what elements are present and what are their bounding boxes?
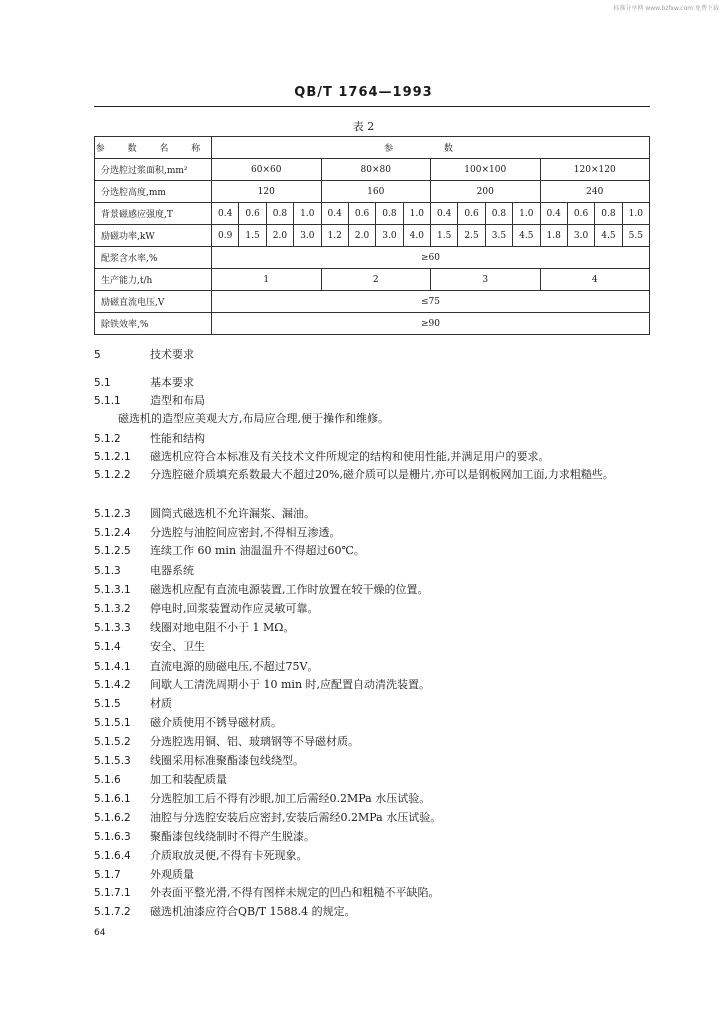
table-cell: 4.5 [513, 225, 540, 247]
table-cell: 3.5 [485, 225, 512, 247]
content-line [94, 903, 654, 921]
clause-text: 基本要求 [150, 376, 194, 389]
content-line [94, 562, 654, 580]
clause-number: 5.1.4 [94, 641, 121, 653]
content-line [94, 828, 654, 846]
clause-number: 5.1.4.2 [94, 679, 131, 691]
row-label: 励磁功率,kW [95, 225, 212, 247]
content-line [94, 374, 654, 392]
clause-number: 5.1.6.2 [94, 812, 131, 824]
clause-text: 线圈对地电阻不小于 1 MΩ。 [150, 621, 295, 634]
table-row [95, 247, 650, 269]
page-number: 64 [94, 928, 106, 938]
clause-text: 磁选机的造型应美观大方,布局应合理,便于操作和维修。 [118, 412, 389, 425]
clause-text: 分选腔选用铜、铝、玻璃钢等不导磁材质。 [150, 735, 359, 748]
table-row [95, 203, 650, 225]
content-line [94, 505, 654, 523]
clause-number: 5.1.2.4 [94, 527, 131, 539]
content-line [94, 676, 654, 694]
table-cell: 4 [540, 269, 650, 291]
row-label: 分选腔过浆面积,mm² [95, 159, 212, 181]
table-cell: 5.5 [622, 225, 649, 247]
clause-number: 5.1.6 [94, 774, 121, 786]
clause-text: 介质取放灵便,不得有卡死现象。 [150, 849, 308, 862]
content-line [94, 752, 654, 770]
header-rule [94, 106, 650, 107]
clause-number: 5.1 [94, 377, 111, 389]
clause-number: 5.1.2.5 [94, 545, 131, 557]
clause-text: 磁选机应符合本标准及有关技术文件所规定的结构和使用性能,并满足用户的要求。 [150, 450, 550, 463]
table-cell: 1.0 [294, 203, 321, 225]
table-cell: 160 [321, 181, 431, 203]
table-cell: ≥60 [212, 247, 650, 269]
table-cell: 1.0 [622, 203, 649, 225]
content-line [94, 847, 654, 865]
table-cell: 1.5 [239, 225, 266, 247]
table-cell: 4.0 [403, 225, 430, 247]
clause-number: 5.1.6.1 [94, 793, 131, 805]
content-line [94, 866, 654, 884]
table-cell: 0.4 [212, 203, 239, 225]
clause-text: 聚酯漆包线绕制时不得产生脱漆。 [150, 830, 315, 843]
clause-text: 磁选机应配有直流电源装置,工作时放置在较干燥的位置。 [150, 583, 429, 596]
clause-number: 5.1.6.4 [94, 850, 131, 862]
clause-text: 电器系统 [150, 564, 194, 577]
clause-text: 线圈采用标准聚酯漆包线绕型。 [150, 754, 304, 767]
content-line [94, 771, 654, 789]
table-cell: 0.8 [485, 203, 512, 225]
clause-number: 5.1.7.2 [94, 906, 131, 918]
clause-text: 材质 [150, 697, 172, 710]
clause-number: 5 [94, 349, 101, 361]
table-cell: ≤75 [212, 291, 650, 313]
content-line [94, 695, 654, 713]
table-row [95, 181, 650, 203]
table-cell: 0.4 [431, 203, 458, 225]
table-row [95, 313, 650, 335]
content-line [94, 346, 654, 364]
content-line [94, 581, 654, 599]
table-cell: 2.5 [458, 225, 485, 247]
row-label: 分选腔高度,mm [95, 181, 212, 203]
content-line [94, 410, 678, 428]
table-caption: 表 2 [352, 120, 375, 133]
table-cell: 4.5 [595, 225, 622, 247]
content-line [94, 524, 654, 542]
table-row [95, 269, 650, 291]
content-line [94, 542, 654, 560]
clause-number: 5.1.5.3 [94, 755, 131, 767]
table-cell: 1 [212, 269, 322, 291]
clause-text: 油腔与分选腔安装后应密封,安装后需经0.2MPa 水压试验。 [150, 811, 442, 824]
content-line [94, 466, 654, 484]
row-label: 背景磁感应强度,T [95, 203, 212, 225]
clause-number: 5.1.2.3 [94, 508, 131, 520]
table-cell: 200 [431, 181, 541, 203]
content-line [94, 638, 654, 656]
table-cell: 0.4 [540, 203, 567, 225]
table-cell: 0.6 [458, 203, 485, 225]
row-label: 生产能力,t/h [95, 269, 212, 291]
content-line [94, 809, 654, 827]
table-cell: 3.0 [294, 225, 321, 247]
clause-number: 5.1.6.3 [94, 831, 131, 843]
content-line [94, 392, 654, 410]
table-cell: 0.8 [266, 203, 293, 225]
clause-text: 分选腔与油腔间应密封,不得相互渗透。 [150, 526, 341, 539]
table-row [95, 225, 650, 247]
table-cell: 1.2 [321, 225, 348, 247]
content-line [94, 884, 654, 902]
table-cell: 0.6 [239, 203, 266, 225]
clause-text: 间歇人工清洗周期小于 10 min 时,应配置自动清洗装置。 [150, 678, 431, 691]
clause-text: 磁介质使用不锈导磁材质。 [150, 716, 282, 729]
table-cell: 2.0 [266, 225, 293, 247]
table-cell: 1.0 [513, 203, 540, 225]
clause-text: 加工和装配质量 [150, 773, 227, 786]
table-cell: 0.4 [321, 203, 348, 225]
content-line [94, 790, 654, 808]
clause-text: 造型和布局 [150, 394, 205, 407]
clause-number: 5.1.3.3 [94, 622, 131, 634]
row-label: 励磁直流电压,V [95, 291, 212, 313]
table-cell: 1.0 [403, 203, 430, 225]
table-cell: 0.9 [212, 225, 239, 247]
table-cell: 100×100 [431, 159, 541, 181]
table-cell: 2.0 [348, 225, 375, 247]
clause-number: 5.1.3 [94, 565, 121, 577]
clause-number: 5.1.3.1 [94, 584, 131, 596]
content-line [94, 430, 654, 448]
clause-text: 圆筒式磁选机不允许漏浆、漏油。 [150, 507, 315, 520]
table-cell: 60×60 [212, 159, 322, 181]
table-cell: 0.6 [348, 203, 375, 225]
clause-text: 外观质量 [150, 868, 194, 881]
parameter-table [94, 136, 650, 335]
clause-text: 直流电源的励磁电压,不超过75V。 [150, 660, 319, 673]
table-row [95, 159, 650, 181]
clause-number: 5.1.2 [94, 433, 121, 445]
clause-number: 5.1.7.1 [94, 887, 131, 899]
clause-text: 外表面平整光滑,不得有图样未规定的凹凸和粗糙不平缺陷。 [150, 886, 440, 899]
param-name-header: 参 数 名 称 [95, 137, 212, 159]
clause-text: 停电时,回浆装置动作应灵敏可靠。 [150, 602, 319, 615]
table-header-row [95, 137, 650, 159]
clause-number: 5.1.7 [94, 869, 121, 881]
table-cell: 3.0 [376, 225, 403, 247]
table-cell: 0.8 [595, 203, 622, 225]
clause-number: 5.1.3.2 [94, 603, 131, 615]
table-cell: 240 [540, 181, 650, 203]
content-line [94, 619, 654, 637]
table-cell: 1.5 [431, 225, 458, 247]
table-cell: 120×120 [540, 159, 650, 181]
clause-number: 5.1.2.1 [94, 451, 131, 463]
table-cell: 0.6 [567, 203, 594, 225]
clause-text: 安全、卫生 [150, 640, 205, 653]
table-cell: 80×80 [321, 159, 431, 181]
row-label: 配浆含水率,% [95, 247, 212, 269]
table-cell: ≥90 [212, 313, 650, 335]
content-line [94, 600, 654, 618]
table-cell: 3 [431, 269, 541, 291]
standard-header: QB/T 1764—1993 [294, 85, 433, 100]
clause-number: 5.1.4.1 [94, 661, 131, 673]
row-label: 除铁效率,% [95, 313, 212, 335]
content-line [94, 733, 654, 751]
table-cell: 0.8 [376, 203, 403, 225]
clause-number: 5.1.1 [94, 395, 121, 407]
clause-number: 5.1.5.1 [94, 717, 131, 729]
param-value-header: 参 数 [212, 137, 650, 159]
clause-text: 分选腔加工后不得有沙眼,加工后需经0.2MPa 水压试验。 [150, 792, 431, 805]
clause-number: 5.1.2.2 [94, 469, 131, 481]
watermark: 标准分享网 www.bzfxw.com 免费下载 [613, 5, 719, 12]
clause-text: 连续工作 60 min 油温温升不得超过60℃。 [150, 544, 365, 557]
clause-number: 5.1.5 [94, 698, 121, 710]
clause-text: 性能和结构 [150, 432, 205, 445]
content-line [94, 658, 654, 676]
clause-number: 5.1.5.2 [94, 736, 131, 748]
clause-text: 磁选机油漆应符合QB/T 1588.4 的规定。 [150, 905, 356, 918]
content-line [94, 714, 654, 732]
table-cell: 3.0 [567, 225, 594, 247]
table-cell: 120 [212, 181, 322, 203]
clause-text: 技术要求 [150, 348, 194, 361]
table-row [95, 291, 650, 313]
clause-text: 分选腔磁介质填充系数最大不超过20%,磁介质可以是栅片,亦可以是钢板网加工面,力求粗糙些。 [150, 468, 614, 481]
content-line [94, 448, 654, 466]
table-cell: 2 [321, 269, 431, 291]
table-cell: 1.8 [540, 225, 567, 247]
